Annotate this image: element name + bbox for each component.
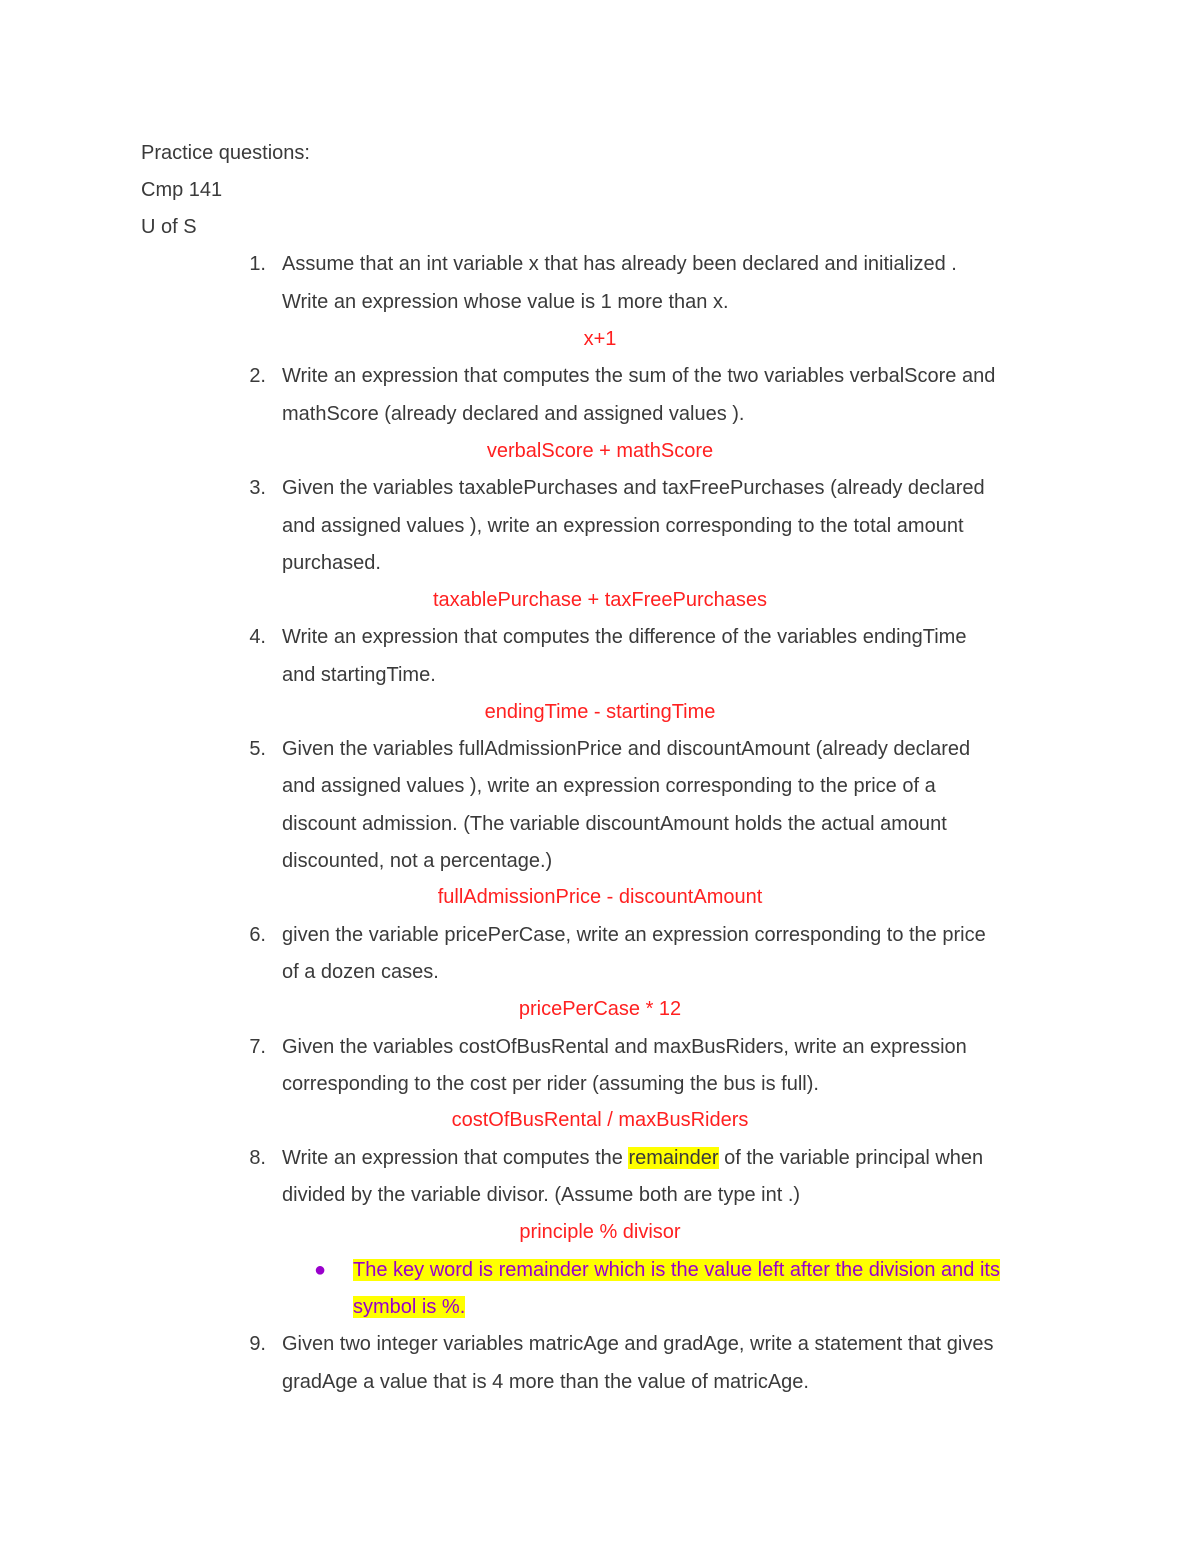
question-number: 3.: [249, 477, 266, 499]
highlighted-keyword: remainder: [628, 1147, 719, 1169]
answer-text: taxablePurchase + taxFreePurchases: [432, 589, 768, 611]
note-text: [353, 1252, 1000, 1289]
question-text: Assume that an int variable x that has already been declared and initialized .: [282, 253, 957, 275]
question-text: Given two integer variables matricAge and gradAge, write a statement that gives: [282, 1333, 994, 1355]
note-text: [353, 1289, 465, 1326]
question-text: discounted, not a percentage.): [282, 850, 553, 872]
answer-text: costOfBusRental / maxBusRiders: [451, 1109, 749, 1131]
question-text: purchased.: [282, 552, 381, 574]
answer-text: endingTime - startingTime: [484, 701, 716, 723]
answer-text: verbalScore + mathScore: [486, 440, 714, 462]
question-text: and assigned values ), write an expression corresponding to the price of a: [282, 775, 936, 797]
question-text: Write an expression that computes the difference of the variables endingTime: [282, 626, 967, 648]
question-number: 5.: [249, 738, 266, 760]
course-label: Cmp 141: [141, 179, 223, 201]
answer-text: pricePerCase * 12: [518, 998, 682, 1020]
question-text: discount admission. (The variable discountAmount holds the actual amount: [282, 813, 947, 835]
answer-text: principle % divisor: [519, 1221, 681, 1243]
question-number: 7.: [249, 1036, 266, 1058]
question-number: 8.: [249, 1147, 266, 1169]
question-number: 2.: [249, 365, 266, 387]
question-text: divided by the variable divisor. (Assume both are type int .): [282, 1184, 801, 1206]
answer-text: fullAdmissionPrice - discountAmount: [437, 886, 763, 908]
question-text: of a dozen cases.: [282, 961, 439, 983]
question-text: and assigned values ), write an expression corresponding to the total amount: [282, 515, 964, 537]
note-text-highlight: symbol is %.: [353, 1296, 466, 1318]
question-text: gradAge a value that is 4 more than the value of matricAge.: [282, 1371, 809, 1393]
question-text: Given the variables costOfBusRental and maxBusRiders, write an expression: [282, 1036, 967, 1058]
question-text-part: of the variable principal when: [718, 1147, 984, 1169]
bullet-icon: ●: [314, 1259, 327, 1281]
question-text: Write an expression that computes the sum of the two variables verbalScore and: [282, 365, 996, 387]
question-text: mathScore (already declared and assigned values ).: [282, 403, 745, 425]
question-text: and startingTime.: [282, 664, 436, 686]
question-text: Write an expression whose value is 1 more than x.: [282, 291, 729, 313]
question-number: 4.: [249, 626, 266, 648]
question-text: [282, 1140, 983, 1177]
document-title: Practice questions:: [141, 142, 310, 164]
question-text: corresponding to the cost per rider (assuming the bus is full).: [282, 1073, 819, 1095]
note-text-highlight: The key word is remainder which is the value left after the division and its: [353, 1259, 1000, 1281]
question-text: Given the variables fullAdmissionPrice and discountAmount (already declared: [282, 738, 971, 760]
question-number: 6.: [249, 924, 266, 946]
question-text: given the variable pricePerCase, write an expression corresponding to the price: [282, 924, 986, 946]
question-text-part: Write an expression that computes the: [282, 1147, 629, 1169]
question-text: Given the variables taxablePurchases and taxFreePurchases (already declared: [282, 477, 985, 499]
school-label: U of S: [141, 216, 197, 238]
answer-text: x+1: [583, 328, 617, 350]
question-number: 1.: [249, 253, 266, 275]
question-number: 9.: [249, 1333, 266, 1355]
